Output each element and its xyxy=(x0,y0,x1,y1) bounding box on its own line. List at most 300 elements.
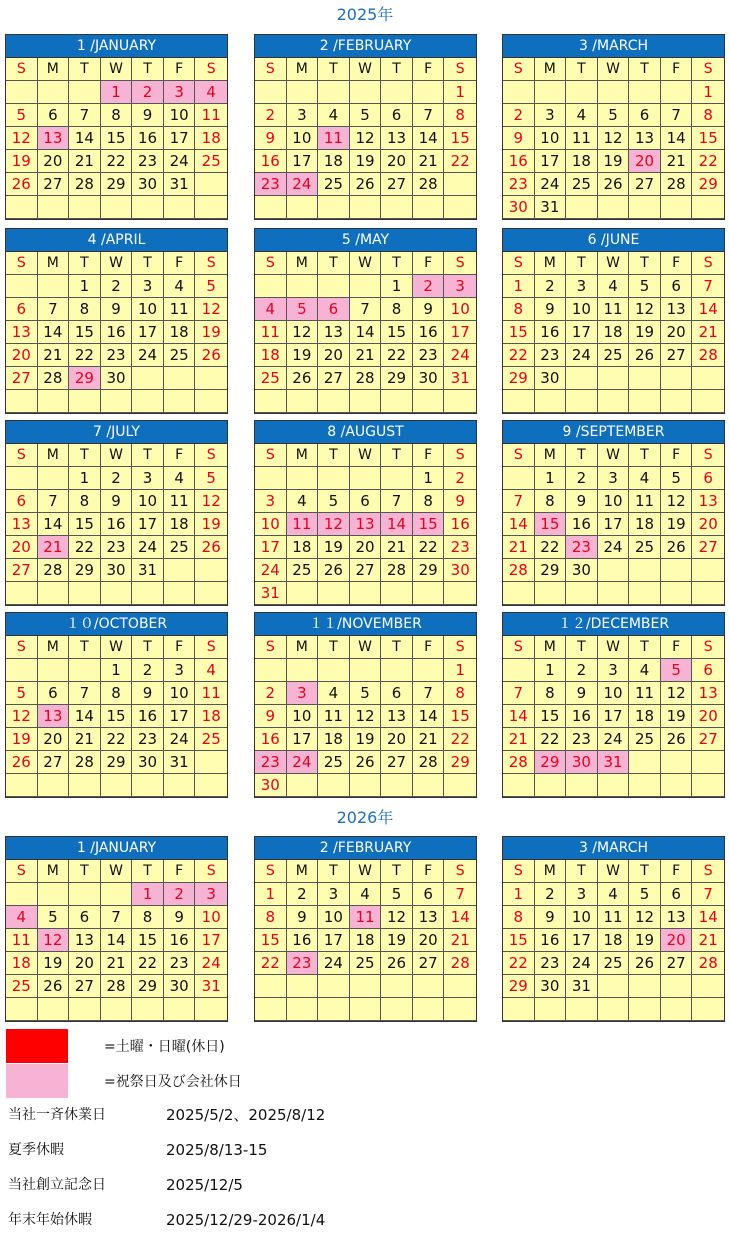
weekday-header: S xyxy=(503,860,535,883)
day-cell: 30 xyxy=(566,559,598,582)
day-cell: 28 xyxy=(38,559,70,582)
empty-cell xyxy=(101,582,133,605)
empty-cell xyxy=(38,582,70,605)
weekday-header: F xyxy=(413,860,445,883)
weekday-header: S xyxy=(255,444,287,467)
empty-cell xyxy=(381,659,413,682)
day-cell: 3 xyxy=(598,467,630,490)
day-cell: 31 xyxy=(566,975,598,998)
day-cell: 13 xyxy=(6,513,38,536)
month-title: 4 /APRIL xyxy=(6,229,227,252)
day-cell: 9 xyxy=(132,682,164,705)
day-cell: 8 xyxy=(69,490,101,513)
day-cell: 14 xyxy=(38,513,70,536)
day-cell: 11 xyxy=(566,127,598,150)
day-cell: 20 xyxy=(661,321,693,344)
weekday-header: F xyxy=(661,444,693,467)
day-cell: 31 xyxy=(195,975,227,998)
empty-cell xyxy=(101,390,133,413)
weekday-header: M xyxy=(535,58,567,81)
month-calendar xyxy=(502,420,725,606)
day-cell: 3 xyxy=(255,490,287,513)
day-cell: 20 xyxy=(350,536,382,559)
day-cell: 3 xyxy=(444,275,476,298)
empty-cell xyxy=(413,774,445,797)
weekday-header: T xyxy=(566,444,598,467)
empty-cell xyxy=(692,975,724,998)
empty-cell xyxy=(318,81,350,104)
empty-cell xyxy=(132,390,164,413)
weekday-header: S xyxy=(444,252,476,275)
day-cell: 2 xyxy=(255,104,287,127)
day-cell: 16 xyxy=(444,513,476,536)
empty-cell xyxy=(132,196,164,219)
day-cell: 21 xyxy=(413,728,445,751)
weekday-header: W xyxy=(350,252,382,275)
day-cell: 29 xyxy=(535,559,567,582)
day-cell: 18 xyxy=(318,150,350,173)
month-calendar xyxy=(5,612,228,798)
day-cell: 7 xyxy=(413,682,445,705)
day-cell: 6 xyxy=(413,883,445,906)
day-cell: 1 xyxy=(535,659,567,682)
weekday-header: F xyxy=(661,860,693,883)
day-cell: 31 xyxy=(598,751,630,774)
day-cell: 12 xyxy=(195,298,227,321)
day-cell: 16 xyxy=(566,705,598,728)
day-cell: 23 xyxy=(255,751,287,774)
day-cell: 23 xyxy=(566,536,598,559)
day-cell: 13 xyxy=(350,513,382,536)
day-cell: 30 xyxy=(255,774,287,797)
day-cell: 5 xyxy=(350,104,382,127)
day-cell: 19 xyxy=(38,952,70,975)
day-cell: 14 xyxy=(413,705,445,728)
day-cell: 24 xyxy=(318,952,350,975)
day-cell: 25 xyxy=(629,536,661,559)
empty-cell xyxy=(566,774,598,797)
day-cell: 9 xyxy=(535,298,567,321)
day-cell: 16 xyxy=(132,705,164,728)
day-cell: 14 xyxy=(350,321,382,344)
day-cell: 30 xyxy=(413,367,445,390)
day-cell: 6 xyxy=(350,490,382,513)
day-cell: 27 xyxy=(381,751,413,774)
empty-cell xyxy=(101,196,133,219)
month-title: 3 /MARCH xyxy=(503,837,724,860)
empty-cell xyxy=(195,367,227,390)
weekday-header: S xyxy=(444,58,476,81)
day-cell: 18 xyxy=(255,344,287,367)
day-cell: 7 xyxy=(38,298,70,321)
day-cell: 16 xyxy=(535,929,567,952)
weekday-header: T xyxy=(629,58,661,81)
empty-cell xyxy=(598,367,630,390)
empty-cell xyxy=(255,275,287,298)
day-cell: 18 xyxy=(164,321,196,344)
day-cell: 11 xyxy=(195,682,227,705)
empty-cell xyxy=(692,751,724,774)
day-cell: 12 xyxy=(598,127,630,150)
day-cell: 17 xyxy=(598,705,630,728)
day-cell: 30 xyxy=(503,196,535,219)
day-cell: 22 xyxy=(535,536,567,559)
day-cell: 14 xyxy=(69,127,101,150)
day-cell: 13 xyxy=(629,127,661,150)
weekday-header: S xyxy=(195,252,227,275)
weekday-header: W xyxy=(101,860,133,883)
day-cell: 21 xyxy=(444,929,476,952)
day-cell: 25 xyxy=(629,728,661,751)
day-cell: 6 xyxy=(38,682,70,705)
weekday-header: M xyxy=(38,252,70,275)
day-cell: 22 xyxy=(101,728,133,751)
day-cell: 3 xyxy=(195,883,227,906)
month-title: 1 /JANUARY xyxy=(6,837,227,860)
empty-cell xyxy=(444,196,476,219)
day-cell: 11 xyxy=(598,906,630,929)
weekday-header: S xyxy=(195,58,227,81)
empty-cell xyxy=(661,81,693,104)
day-cell: 21 xyxy=(381,536,413,559)
day-cell: 25 xyxy=(255,367,287,390)
day-cell: 6 xyxy=(6,490,38,513)
legend-weekend-text: =土曜・日曜(休日) xyxy=(104,1039,225,1055)
weekday-header: M xyxy=(38,58,70,81)
day-cell: 19 xyxy=(661,513,693,536)
empty-cell xyxy=(164,390,196,413)
day-cell: 10 xyxy=(132,490,164,513)
day-cell: 23 xyxy=(132,150,164,173)
weekday-header: S xyxy=(6,860,38,883)
day-cell: 16 xyxy=(164,929,196,952)
day-cell: 15 xyxy=(101,127,133,150)
day-cell: 13 xyxy=(413,906,445,929)
day-cell: 9 xyxy=(444,490,476,513)
empty-cell xyxy=(503,81,535,104)
empty-cell xyxy=(661,751,693,774)
day-cell: 21 xyxy=(661,150,693,173)
empty-cell xyxy=(692,774,724,797)
weekday-header: F xyxy=(661,636,693,659)
weekday-header: T xyxy=(69,252,101,275)
day-cell: 13 xyxy=(318,321,350,344)
day-cell: 8 xyxy=(69,298,101,321)
empty-cell xyxy=(661,367,693,390)
weekday-header: S xyxy=(255,252,287,275)
day-cell: 20 xyxy=(692,513,724,536)
empty-cell xyxy=(287,275,319,298)
month-grid xyxy=(6,636,227,797)
day-cell: 22 xyxy=(535,728,567,751)
day-cell: 14 xyxy=(413,127,445,150)
weekday-header: T xyxy=(629,252,661,275)
day-cell: 20 xyxy=(413,929,445,952)
weekday-header: S xyxy=(6,444,38,467)
month-grid xyxy=(255,636,476,797)
month-grid xyxy=(255,58,476,219)
day-cell: 2 xyxy=(101,275,133,298)
day-cell: 30 xyxy=(132,751,164,774)
day-cell: 15 xyxy=(132,929,164,952)
empty-cell xyxy=(444,582,476,605)
day-cell: 25 xyxy=(598,344,630,367)
day-cell: 12 xyxy=(38,929,70,952)
weekday-header: M xyxy=(535,860,567,883)
empty-cell xyxy=(629,751,661,774)
day-cell: 1 xyxy=(444,81,476,104)
day-cell: 5 xyxy=(381,883,413,906)
empty-cell xyxy=(503,774,535,797)
day-cell: 1 xyxy=(101,659,133,682)
day-cell: 12 xyxy=(6,127,38,150)
empty-cell xyxy=(132,998,164,1021)
day-cell: 16 xyxy=(132,127,164,150)
month-grid xyxy=(6,860,227,1021)
month-title: 8 /AUGUST xyxy=(255,421,476,444)
empty-cell xyxy=(661,196,693,219)
day-cell: 26 xyxy=(6,173,38,196)
weekday-header: S xyxy=(503,58,535,81)
weekday-header: T xyxy=(629,444,661,467)
weekday-header: S xyxy=(6,58,38,81)
day-cell: 16 xyxy=(255,728,287,751)
month-calendar xyxy=(502,34,725,220)
empty-cell xyxy=(413,390,445,413)
day-cell: 8 xyxy=(692,104,724,127)
day-cell: 2 xyxy=(255,682,287,705)
day-cell: 12 xyxy=(6,705,38,728)
weekday-header: S xyxy=(444,636,476,659)
empty-cell xyxy=(350,275,382,298)
legend-holiday-text: =祝祭日及び会社休日 xyxy=(104,1074,242,1090)
day-cell: 10 xyxy=(287,705,319,728)
empty-cell xyxy=(381,467,413,490)
empty-cell xyxy=(661,774,693,797)
month-calendar xyxy=(254,34,477,220)
day-cell: 29 xyxy=(413,559,445,582)
day-cell: 19 xyxy=(598,150,630,173)
weekday-header: T xyxy=(132,252,164,275)
empty-cell xyxy=(503,467,535,490)
day-cell: 10 xyxy=(132,298,164,321)
empty-cell xyxy=(444,390,476,413)
day-cell: 8 xyxy=(444,104,476,127)
day-cell: 18 xyxy=(629,513,661,536)
weekday-header: W xyxy=(350,444,382,467)
day-cell: 23 xyxy=(503,173,535,196)
day-cell: 5 xyxy=(195,275,227,298)
day-cell: 29 xyxy=(69,367,101,390)
day-cell: 6 xyxy=(692,467,724,490)
month-title: 9 /SEPTEMBER xyxy=(503,421,724,444)
weekday-header: T xyxy=(381,252,413,275)
weekday-header: M xyxy=(38,444,70,467)
day-cell: 10 xyxy=(287,127,319,150)
day-cell: 15 xyxy=(444,127,476,150)
day-cell: 3 xyxy=(132,275,164,298)
day-cell: 8 xyxy=(101,104,133,127)
day-cell: 24 xyxy=(132,344,164,367)
empty-cell xyxy=(350,196,382,219)
weekday-header: F xyxy=(164,444,196,467)
day-cell: 20 xyxy=(381,728,413,751)
day-cell: 3 xyxy=(318,883,350,906)
weekday-header: T xyxy=(566,58,598,81)
weekday-header: T xyxy=(381,444,413,467)
day-cell: 25 xyxy=(287,559,319,582)
empty-cell xyxy=(255,467,287,490)
empty-cell xyxy=(318,275,350,298)
day-cell: 3 xyxy=(287,682,319,705)
empty-cell xyxy=(566,81,598,104)
day-cell: 3 xyxy=(164,81,196,104)
month-title: １２/DECEMBER xyxy=(503,613,724,636)
day-cell: 26 xyxy=(318,559,350,582)
day-cell: 9 xyxy=(101,298,133,321)
day-cell: 12 xyxy=(661,682,693,705)
empty-cell xyxy=(132,582,164,605)
day-cell: 9 xyxy=(132,104,164,127)
day-cell: 1 xyxy=(692,81,724,104)
day-cell: 21 xyxy=(503,536,535,559)
info-value-founding-day: 2025/12/5 xyxy=(166,1176,243,1194)
year-title-2026: 2026年 xyxy=(336,808,394,827)
day-cell: 4 xyxy=(164,275,196,298)
weekday-header: M xyxy=(38,860,70,883)
day-cell: 3 xyxy=(566,275,598,298)
empty-cell xyxy=(503,390,535,413)
day-cell: 30 xyxy=(444,559,476,582)
day-cell: 4 xyxy=(195,659,227,682)
day-cell: 18 xyxy=(164,513,196,536)
day-cell: 16 xyxy=(535,321,567,344)
day-cell: 11 xyxy=(629,490,661,513)
day-cell: 20 xyxy=(661,929,693,952)
day-cell: 10 xyxy=(164,104,196,127)
day-cell: 16 xyxy=(503,150,535,173)
day-cell: 10 xyxy=(255,513,287,536)
day-cell: 15 xyxy=(101,705,133,728)
month-calendar xyxy=(254,836,477,1022)
day-cell: 9 xyxy=(413,298,445,321)
empty-cell xyxy=(661,559,693,582)
day-cell: 8 xyxy=(101,682,133,705)
month-grid xyxy=(503,58,724,219)
day-cell: 9 xyxy=(566,682,598,705)
weekday-header: T xyxy=(566,860,598,883)
day-cell: 13 xyxy=(381,705,413,728)
day-cell: 26 xyxy=(195,536,227,559)
day-cell: 20 xyxy=(38,728,70,751)
day-cell: 17 xyxy=(318,929,350,952)
day-cell: 26 xyxy=(661,536,693,559)
day-cell: 1 xyxy=(381,275,413,298)
empty-cell xyxy=(350,659,382,682)
empty-cell xyxy=(692,390,724,413)
day-cell: 1 xyxy=(503,275,535,298)
day-cell: 17 xyxy=(287,728,319,751)
empty-cell xyxy=(38,883,70,906)
empty-cell xyxy=(692,582,724,605)
day-cell: 14 xyxy=(661,127,693,150)
month-calendar xyxy=(5,420,228,606)
day-cell: 27 xyxy=(6,367,38,390)
day-cell: 19 xyxy=(629,321,661,344)
empty-cell xyxy=(598,196,630,219)
weekday-header: T xyxy=(566,636,598,659)
day-cell: 29 xyxy=(381,367,413,390)
day-cell: 7 xyxy=(350,298,382,321)
day-cell: 19 xyxy=(195,321,227,344)
day-cell: 24 xyxy=(164,728,196,751)
day-cell: 19 xyxy=(195,513,227,536)
day-cell: 28 xyxy=(101,975,133,998)
day-cell: 10 xyxy=(318,906,350,929)
day-cell: 26 xyxy=(629,344,661,367)
empty-cell xyxy=(6,467,38,490)
empty-cell xyxy=(566,998,598,1021)
weekday-header: F xyxy=(413,252,445,275)
day-cell: 8 xyxy=(503,298,535,321)
day-cell: 5 xyxy=(661,467,693,490)
day-cell: 24 xyxy=(598,536,630,559)
weekday-header: S xyxy=(692,444,724,467)
day-cell: 27 xyxy=(661,344,693,367)
day-cell: 22 xyxy=(255,952,287,975)
day-cell: 12 xyxy=(629,906,661,929)
day-cell: 9 xyxy=(255,705,287,728)
day-cell: 29 xyxy=(132,975,164,998)
day-cell: 17 xyxy=(535,150,567,173)
empty-cell xyxy=(164,559,196,582)
day-cell: 2 xyxy=(287,883,319,906)
month-title: 6 /JUNE xyxy=(503,229,724,252)
day-cell: 12 xyxy=(661,490,693,513)
day-cell: 2 xyxy=(413,275,445,298)
day-cell: 18 xyxy=(566,150,598,173)
empty-cell xyxy=(164,367,196,390)
day-cell: 23 xyxy=(132,728,164,751)
day-cell: 10 xyxy=(566,298,598,321)
empty-cell xyxy=(38,390,70,413)
day-cell: 11 xyxy=(6,929,38,952)
day-cell: 17 xyxy=(164,705,196,728)
day-cell: 21 xyxy=(69,150,101,173)
day-cell: 25 xyxy=(164,344,196,367)
day-cell: 2 xyxy=(535,883,567,906)
day-cell: 17 xyxy=(195,929,227,952)
day-cell: 8 xyxy=(444,682,476,705)
day-cell: 1 xyxy=(69,467,101,490)
day-cell: 5 xyxy=(195,467,227,490)
weekday-header: T xyxy=(381,860,413,883)
weekday-header: M xyxy=(287,252,319,275)
month-grid xyxy=(255,444,476,605)
empty-cell xyxy=(350,774,382,797)
day-cell: 14 xyxy=(101,929,133,952)
empty-cell xyxy=(255,975,287,998)
day-cell: 26 xyxy=(195,344,227,367)
weekday-header: F xyxy=(661,58,693,81)
weekday-header: T xyxy=(132,860,164,883)
day-cell: 15 xyxy=(69,513,101,536)
day-cell: 2 xyxy=(503,104,535,127)
weekday-header: F xyxy=(164,58,196,81)
day-cell: 24 xyxy=(444,344,476,367)
legend-weekend-swatch xyxy=(6,1029,68,1063)
weekday-header: M xyxy=(535,252,567,275)
